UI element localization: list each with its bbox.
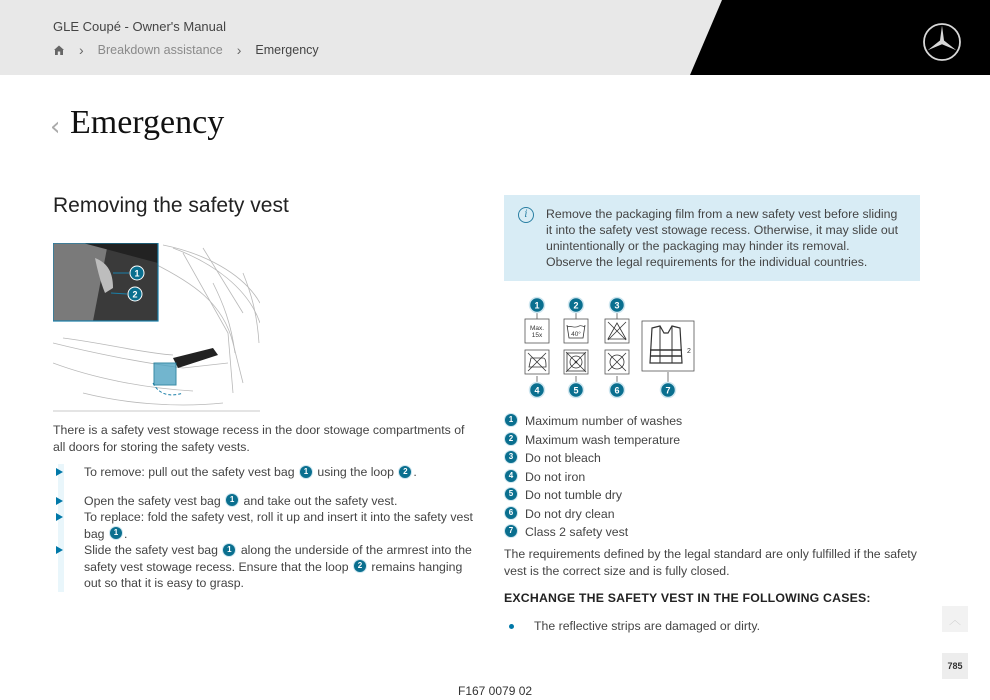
- list-item: [504, 468, 924, 487]
- callout-badge: 5: [505, 488, 517, 500]
- step-text: To remove: pull out the safety vest bag: [84, 465, 298, 479]
- list-item: [504, 449, 924, 468]
- list-item: [53, 509, 473, 542]
- home-icon[interactable]: [53, 44, 65, 56]
- exchange-heading: EXCHANGE THE SAFETY VEST IN THE FOLLOWING CASES:: [504, 591, 871, 605]
- header: [0, 0, 990, 75]
- callout-badge: 3: [505, 451, 517, 463]
- figure-code: F167 0079 02: [458, 684, 533, 698]
- section-title: Removing the safety vest: [53, 194, 289, 217]
- list-item: The reflective strips are damaged or dirty.: [504, 618, 924, 634]
- symbol-number: 2: [573, 300, 579, 311]
- symbol-number: 5: [573, 385, 579, 396]
- illustration-callout-1: 1: [134, 268, 140, 279]
- list-item: [504, 431, 924, 450]
- list-item: [53, 464, 473, 481]
- arrow-icon: [56, 468, 63, 476]
- callout-badge: 6: [505, 507, 517, 519]
- step-text: To replace: fold the safety vest, roll it up and insert it into the safety vest bag: [84, 510, 473, 541]
- callout-badge: 1: [300, 466, 312, 478]
- steps-list: [53, 464, 473, 592]
- exchange-list: [504, 618, 924, 634]
- legend-label: Maximum number of washes: [525, 414, 683, 428]
- breadcrumb-chevron-icon: ›: [236, 42, 242, 58]
- arrow-icon: [56, 546, 63, 554]
- legend-label: Do not bleach: [525, 451, 601, 465]
- step-text: Open the safety vest bag: [84, 493, 225, 508]
- list-item: [53, 542, 473, 592]
- door-illustration: [53, 243, 260, 413]
- manual-title: GLE Coupé - Owner's Manual: [53, 19, 227, 34]
- breadcrumb: [53, 42, 319, 58]
- arrow-icon: [56, 497, 63, 505]
- legend-label: Maximum wash temperature: [525, 432, 681, 447]
- intro-paragraph: There is a safety vest stowage recess in the door stowage compartments of all doors for storing the safety vests.: [53, 423, 465, 454]
- vest-class: 2: [687, 348, 691, 355]
- requirements-paragraph: The requirements defined by the legal standard are only fulfilled if the safety vest is the correct size and is fully closed.: [504, 547, 917, 578]
- symbol-number: 6: [614, 385, 620, 396]
- page-title: Emergency: [70, 104, 225, 141]
- callout-badge: 2: [399, 466, 411, 478]
- step-text: Slide the safety vest bag: [84, 543, 222, 557]
- legend-label: Do not tumble dry: [525, 488, 623, 502]
- callout-badge: 4: [505, 470, 517, 482]
- breadcrumb-chevron-icon: ›: [79, 42, 84, 58]
- illustration-callout-2: 2: [132, 289, 138, 300]
- symbol-number: 3: [614, 300, 620, 311]
- callout-badge: 1: [223, 544, 235, 556]
- info-icon: i: [518, 207, 534, 223]
- callout-badge: 2: [505, 433, 517, 445]
- callout-badge: 7: [505, 525, 517, 537]
- arrow-icon: [56, 513, 63, 521]
- info-box: [504, 195, 920, 281]
- wash-temp: 40°: [571, 331, 581, 338]
- symbol-legend: [504, 412, 924, 542]
- step-text: using the loop: [313, 465, 398, 479]
- list-item: [504, 486, 924, 505]
- breadcrumb-emergency: Emergency: [255, 43, 319, 57]
- care-symbols-illustration: [521, 295, 701, 400]
- step-text: and take out the safety vest.: [240, 493, 398, 508]
- wash-count: 15x: [531, 332, 543, 339]
- legend-label: Do not dry clean: [525, 506, 615, 521]
- legend-label: Class 2 safety vest: [525, 525, 629, 539]
- chevron-up-icon: ︿: [948, 612, 961, 627]
- legend-label: Do not iron: [525, 469, 586, 484]
- scroll-to-top-button[interactable]: [942, 606, 968, 632]
- info-text: Remove the packaging film from a new safety vest before sliding it into the safety vest stowage recess. Otherwise, it may slide out unintentionally or the packaging may hinder its removal. Observe the legal requirements for the individual countries.: [546, 207, 898, 269]
- mercedes-star-logo[interactable]: [922, 22, 962, 62]
- breadcrumb-breakdown-assistance[interactable]: Breakdown assistance: [97, 43, 223, 57]
- list-item: [53, 493, 473, 510]
- callout-badge: 2: [354, 560, 366, 572]
- callout-badge: 1: [110, 527, 122, 539]
- symbol-number: 7: [665, 385, 671, 396]
- step-text: along the underside of the armrest into the safety vest stowage recess. Ensure that the loop: [84, 543, 472, 574]
- list-item: [504, 412, 924, 431]
- step-text: remains hanging out so that it is easy to grasp.: [84, 559, 463, 590]
- list-item: [504, 523, 924, 542]
- step-text: .: [123, 526, 128, 541]
- symbol-number: 1: [534, 300, 540, 311]
- list-item: [504, 505, 924, 524]
- chevron-left-icon[interactable]: ‹: [50, 112, 61, 142]
- callout-badge: 1: [505, 414, 517, 426]
- callout-badge: 1: [226, 494, 238, 506]
- step-text: .: [413, 465, 417, 479]
- max-washes-label: Max.: [529, 325, 545, 332]
- page-number: 785: [942, 653, 968, 679]
- symbol-number: 4: [534, 385, 540, 396]
